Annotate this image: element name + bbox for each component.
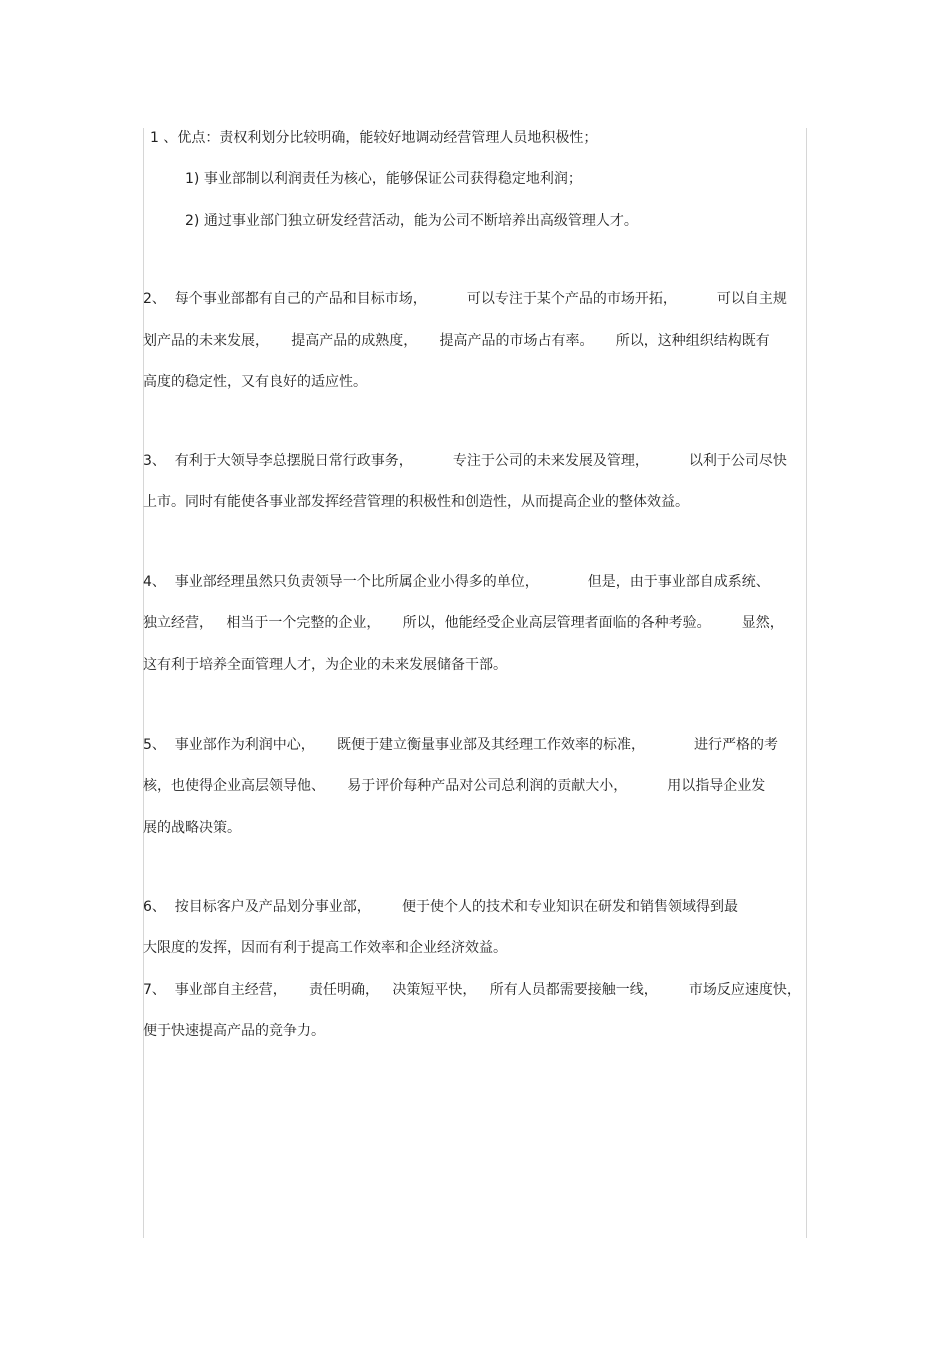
paragraph-line: 划产品的未来发展， 提高产品的成熟度， 提高产品的市场占有率。 所以，这种组织结构既有 (143, 333, 770, 349)
paragraph-line: 7、 事业部自主经营， 责任明确， 决策短平快， 所有人员都需要接触一线， 市场反应速度快， (143, 982, 801, 998)
sub-item-1: 1) 事业部制以利润责任为核心，能够保证公司获得稳定地利润； (185, 171, 582, 187)
paragraph-line: 展的战略决策。 (143, 820, 241, 836)
paragraph-line: 3、 有利于大领导李总摆脱日常行政事务， 专注于公司的未来发展及管理， 以利于公司尽快 (143, 453, 787, 469)
paragraph-line: 独立经营， 相当于一个完整的企业， 所以，他能经受企业高层管理者面临的各种考验。 显然， (143, 615, 784, 631)
sub-item-2: 2) 通过事业部门独立研发经营活动，能为公司不断培养出高级管理人才。 (185, 213, 638, 229)
right-margin-rule (806, 128, 807, 1238)
paragraph-line: 5、 事业部作为利润中心， 既便于建立衡量事业部及其经理工作效率的标准， 进行严格的考 (143, 737, 779, 753)
paragraph-line: 上市。同时有能使各事业部发挥经营管理的积极性和创造性，从而提高企业的整体效益。 (143, 494, 689, 510)
paragraph-line: 1 、优点：责权利划分比较明确，能较好地调动经营管理人员地积极性； (150, 130, 598, 146)
paragraph-line: 高度的稳定性，又有良好的适应性。 (143, 374, 367, 390)
paragraph-line: 4、 事业部经理虽然只负责领导一个比所属企业小得多的单位， 但是，由于事业部自成系统、 (143, 574, 770, 590)
paragraph-line: 这有利于培养全面管理人才，为企业的未来发展储备干部。 (143, 657, 507, 673)
paragraph-line: 核，也使得企业高层领导他、 易于评价每种产品对公司总利润的贡献大小， 用以指导企业发 (143, 778, 766, 794)
paragraph-line: 2、 每个事业部都有自己的产品和目标市场， 可以专注于某个产品的市场开拓， 可以自主规 (143, 291, 787, 307)
paragraph-line: 大限度的发挥，因而有利于提高工作效率和企业经济效益。 (143, 940, 507, 956)
paragraph-line: 6、 按目标客户及产品划分事业部， 便于使个人的技术和专业知识在研发和销售领域得到最 (143, 899, 738, 915)
paragraph-line: 便于快速提高产品的竞争力。 (143, 1023, 325, 1039)
